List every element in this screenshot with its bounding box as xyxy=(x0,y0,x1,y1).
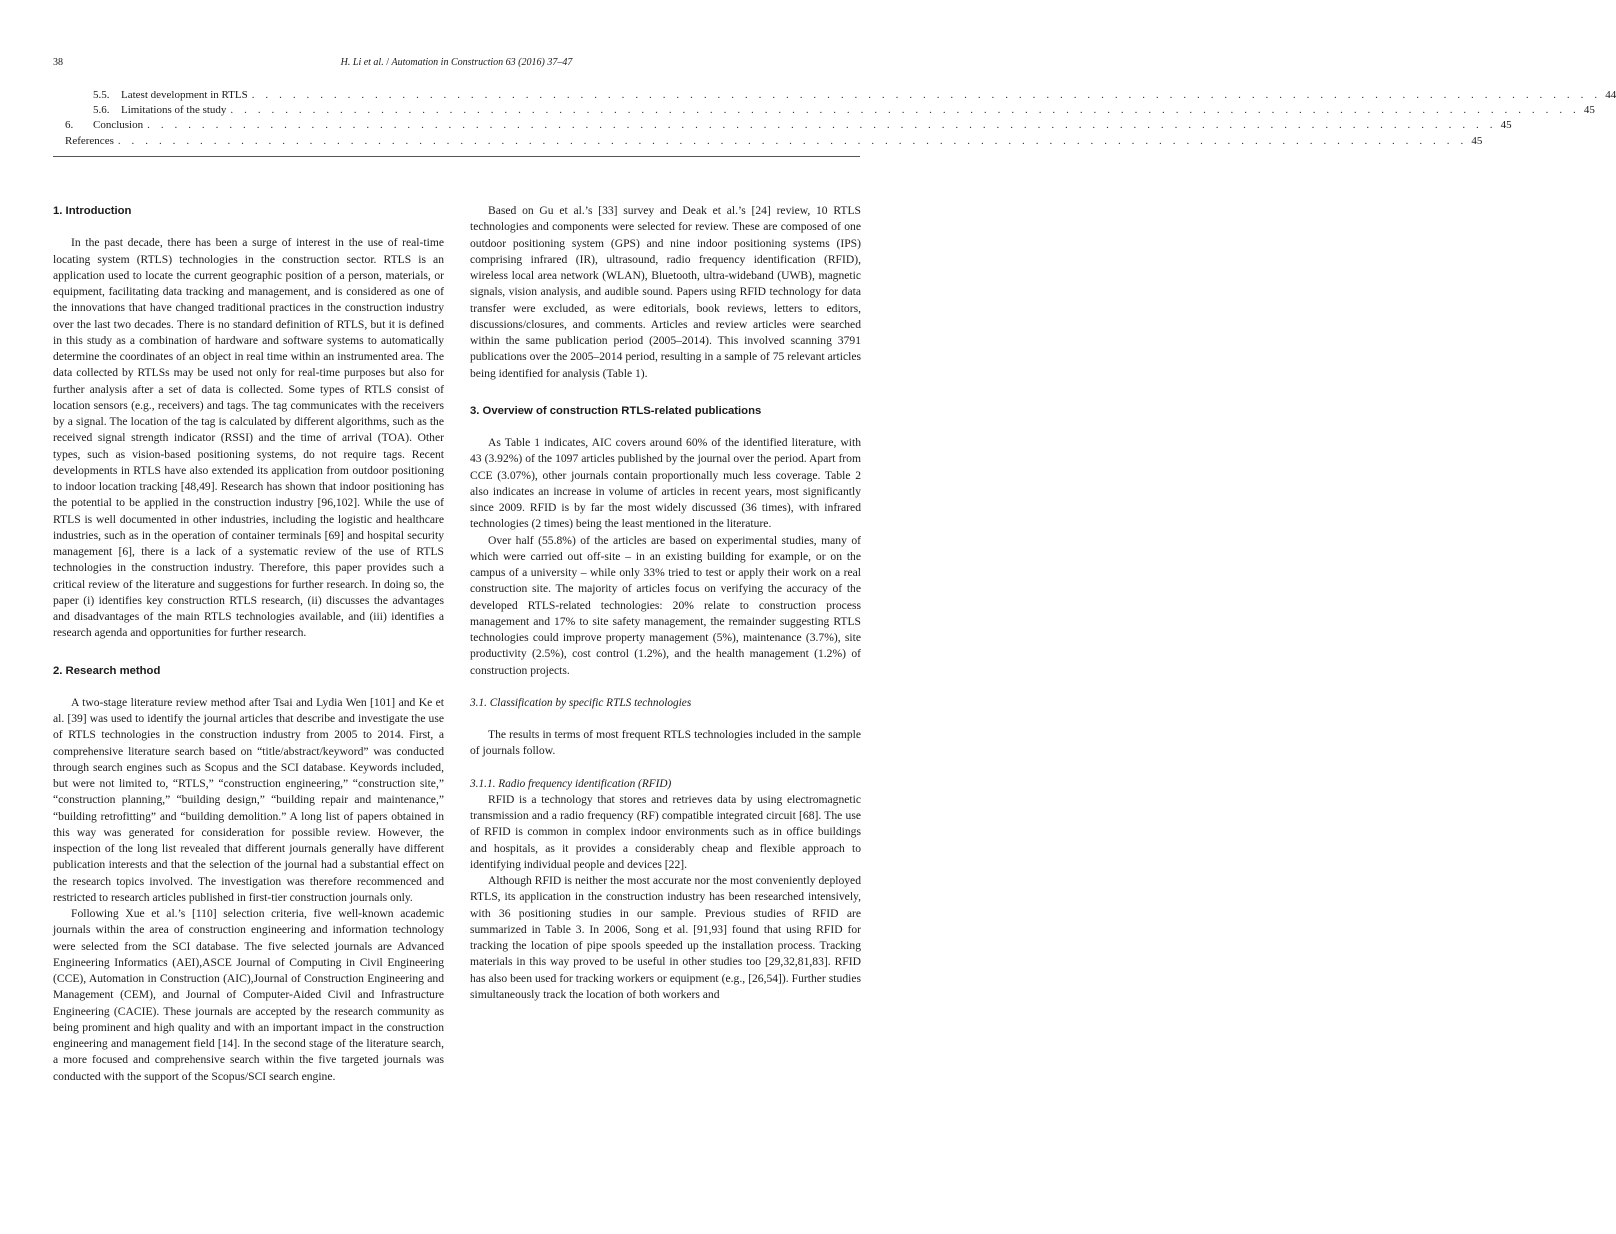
toc-entry-number: 5.5. xyxy=(93,89,110,101)
toc-entry-title: References xyxy=(65,134,114,147)
overview-paragraph-2: Over half (55.8%) of the articles are based on experimental studies, many of which were carried out off-site – in an existing building for example, or on the campus of a university – while only 33% tried to test or apply their work on a real construction site. The majority of articles focus on verifying the accuracy of the developed RTLS-related technologies: 20% relate to construction process management and 17% to site safety management, the remainder suggesting RTLS technologies could improve property management (5%), maintenance (3.7%), site productivity (2.5%), cost control (1.2%), and the health management (1.2%) of construction projects. xyxy=(470,533,861,677)
research-method-paragraph-1: A two-stage literature review method after Tsai and Lydia Wen [101] and Ke et al. [39] was used to identify the journal articles that describe and investigate the use of RTLS technologies in the construction industry from 2005 to 2014. First, a comprehensive literature search based on “title/abstract/keyword” was conducted through search engines such as Scopus and the SCI database. Keywords included, but were not limited to, “RTLS,” “construction engineering,” “construction site,” “construction planning,” “building design,” “building repair and maintenance,” “building retrofitting” and “building demolition.” A long list of papers obtained in this way was generated for consideration for possible review. However, the inspection of the long list revealed that different journals generally have different publication interests and that the selection of the journal had a substantial effect on the research topics involved. The investigation was therefore recommenced and restricted to research articles published in first-tier construction journals only. xyxy=(53,695,444,904)
toc-entry[interactable] xyxy=(65,88,1616,103)
right-column xyxy=(470,203,861,1003)
introduction-paragraph: In the past decade, there has been a surge of interest in the use of real-time locating system (RTLS) technologies in the construction sector. RTLS is an application used to locate the current geographic position of a person, materials, or equipment, facilitating data tracking and management, and is considered as one of the innovations that have changed traditional practices in the construction industry over the last two decades. There is no standard definition of RTLS, but it is defined in this study as a combination of hardware and software systems to automatically determine the coordinates of an object in real time within an instrumented area. The data collected by RTLSs may be used not only for real-time purposes but also for further analysis after a set of data is collected. Some types of RTLS consist of location sensors (e.g., receivers) and tags. The tag communicates with the receivers by a signal. The location of the tag is calculated by different algorithms, such as the received signal strength indicator (RSSI) and the time of arrival (TOA). Other types, such as vision-based positioning systems, do not require tags. Recent developments in RTLS have also extended its application from outdoor positioning to indoor location tracking [48,49]. Research has shown that indoor positioning has the potential to be applied in the construction industry [96,102]. While the use of RTLS is well documented in other industries, including the logistic and healthcare industries, such as in the operation of container terminals [69] and hospital security management [6], there is a lack of a systematic review of the use of RTLS technologies in the construction industry. Therefore, this paper provides such a critical review of the literature and suggestions for further research. In doing so, the paper (i) identifies key construction RTLS research, (ii) discusses the advantages and disadvantages of the main RTLS technologies available, and (iii) identifies a research agenda and opportunities for further research. xyxy=(53,236,444,640)
toc-entry-number: 6. xyxy=(65,119,74,132)
overview-paragraph-1: As Table 1 indicates, AIC covers around 60% of the identified literature, with 43 (3.92%) of the 1097 articles published by the journal over the period. Apart from CCE (3.07%), other journals contain proportionally much less coverage. Table 2 also indicates an increase in volume of articles in recent years, most significantly since 2009. RFID is by far the most widely discussed (36 times), with infrared technologies (2 times) being the least mentioned in the literature. xyxy=(470,436,861,531)
toc-dot-leader: . . . . . . . . . . . . . . . . . . . . . . . . . . . . . . . . . . . . . . . . . . . . . . . . . . . . . . . . . . . . . . . . . . . . . . . . . . . . . . . . . . . . . . . . . . . . . . . . . . . xyxy=(251,89,1602,101)
toc-dot-leader: . . . . . . . . . . . . . . . . . . . . . . . . . . . . . . . . . . . . . . . . . . . . . . . . . . . . . . . . . . . . . . . . . . . . . . . . . . . . . . . . . . . . . . . . . . . . . . . . . . . xyxy=(117,134,1468,147)
toc-entry-page: 45 xyxy=(1471,134,1483,147)
left-column xyxy=(53,203,444,1085)
toc-entry[interactable] xyxy=(65,103,1595,118)
toc-entry-page: 45 xyxy=(1500,119,1512,132)
toc-entry-title: Latest development in RTLS xyxy=(121,89,248,101)
running-head-authors: H. Li et al. xyxy=(340,57,384,68)
table-of-contents xyxy=(65,88,1616,149)
toc-entry-title: Limitations of the study xyxy=(121,104,227,117)
toc-entry-page: 44 xyxy=(1605,89,1616,101)
header-divider xyxy=(53,156,860,157)
toc-entry[interactable] xyxy=(65,134,1483,149)
research-method-paragraph-2: Following Xue et al.’s [110] selection criteria, five well-known academic journals within the area of construction engineering and information technology were selected from the SCI database. The five selected journals are Advanced Engineering Informatics (AEI),ASCE Journal of Computing in Civil Engineering (CCE), Automation in Construction (AIC),Journal of Construction Engineering and Management (CEM), and Journal of Computer-Aided Civil and Infrastructure Engineering (CACIE). These journals are accepted by the research community as being prominent and high quality and with an important impact in the construction engineering and management field [14]. In the second stage of the literature search, a more focused and comprehensive search within the five targeted journals was conducted with the support of the Scopus/SCI search engine. xyxy=(53,907,444,1083)
running-head-journal: Automation in Construction 63 (2016) 37–47 xyxy=(391,57,573,68)
toc-entry-number: 5.6. xyxy=(93,104,110,117)
section-heading-overview: 3. Overview of construction RTLS-related publications xyxy=(470,404,762,417)
subsection-heading-classification: 3.1. Classification by specific RTLS technologies xyxy=(470,696,692,709)
section-heading-introduction: 1. Introduction xyxy=(53,205,132,217)
running-head-separator: / xyxy=(383,57,392,68)
rfid-paragraph-2: Although RFID is neither the most accurate nor the most conveniently deployed RTLS, its application in the construction industry has been researched intensively, with 36 positioning studies in our sample. Previous studies of RFID are summarized in Table 3. In 2006, Song et al. [91,93] found that using RFID for tracking the location of pipe spools speeded up the installation process. Tracking materials in this way proved to be useful in other studies too [29,32,81,83]. RFID has also been used for tracking workers or equipment (e.g., [26,54]). Further studies simultaneously track the location of both workers and xyxy=(470,874,861,1001)
subsection-heading-rfid: 3.1.1. Radio frequency identification (RFID) xyxy=(470,777,672,790)
rfid-paragraph-1: RFID is a technology that stores and retrieves data by using electromagnetic transmission and a radio frequency (RF) compatible integrated circuit [68]. The use of RFID is common in complex indoor environments such as in office buildings and hospitals, as it provides a considerably cheap and flexible approach to identifying individual people and devices [22]. xyxy=(470,792,861,871)
toc-entry[interactable] xyxy=(65,118,1512,133)
toc-dot-leader: . . . . . . . . . . . . . . . . . . . . . . . . . . . . . . . . . . . . . . . . . . . . . . . . . . . . . . . . . . . . . . . . . . . . . . . . . . . . . . . . . . . . . . . . . . . . . . . . . . . xyxy=(147,119,1497,132)
page-number: 38 xyxy=(53,57,63,68)
classification-paragraph: The results in terms of most frequent RTLS technologies included in the sample of journals follow. xyxy=(470,728,861,758)
toc-entry-title: Conclusion xyxy=(93,119,144,132)
toc-dot-leader: . . . . . . . . . . . . . . . . . . . . . . . . . . . . . . . . . . . . . . . . . . . . . . . . . . . . . . . . . . . . . . . . . . . . . . . . . . . . . . . . . . . . . . . . . . . . . . . . . . . xyxy=(230,104,1580,117)
page-header xyxy=(53,57,860,71)
research-method-paragraph-3: Based on Gu et al.’s [33] survey and Deak et al.’s [24] review, 10 RTLS technologies and components were selected for review. These are composed of one outdoor positioning system (GPS) and nine indoor positioning systems (IPS) comprising infrared (IR), ultrasound, radio frequency identification (RFID), wireless local area network (WLAN), Bluetooth, ultra-wideband (UWB), magnetic signals, vision analysis, and audible sound. Papers using RFID technology for data transfer were excluded, as were editorials, book reviews, letters to editors, discussions/closures, and comments. Articles and review articles were searched within the same publication period (2005–2014). This involved scanning 3791 publications over the 2005–2014 period, resulting in a sample of 75 relevant articles being identified for analysis (Table 1). xyxy=(470,204,861,380)
toc-entry-page: 45 xyxy=(1583,104,1595,117)
running-head xyxy=(53,57,860,68)
section-heading-research-method: 2. Research method xyxy=(53,664,161,677)
